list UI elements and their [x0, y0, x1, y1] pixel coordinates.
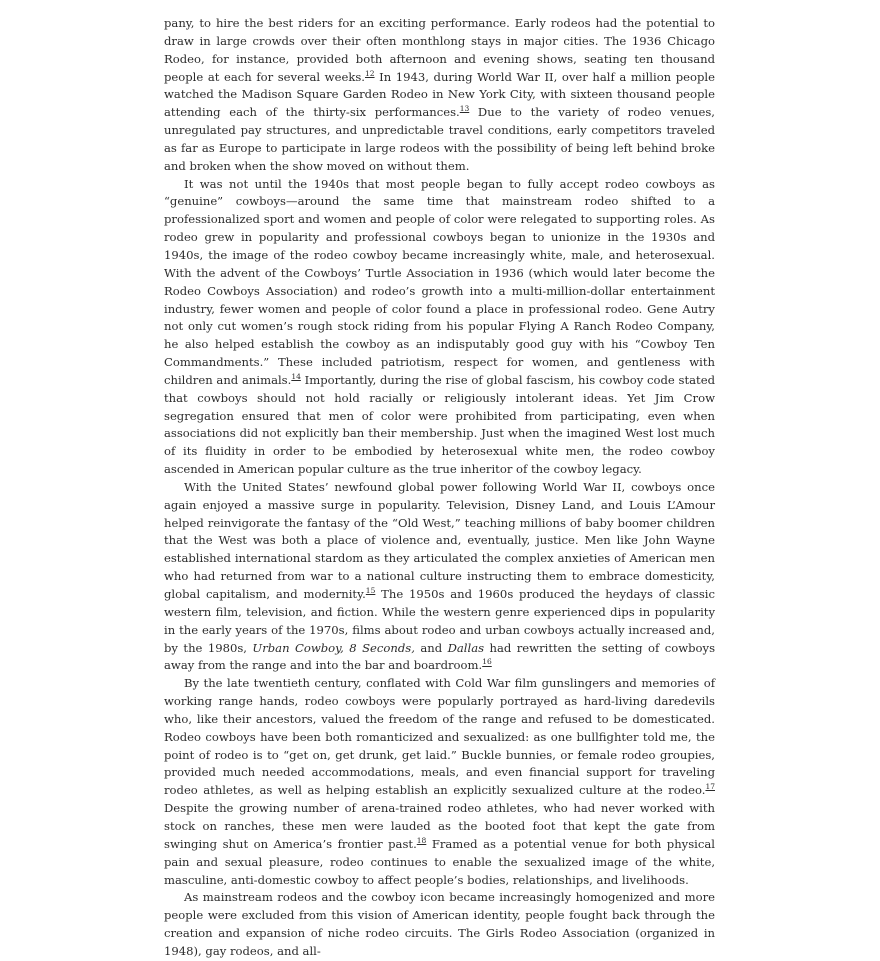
text-run: had rewritten the setting of cowboys away from the range and into the bar and boardroom. [164, 640, 716, 673]
text-run: With the United States’ newfound global power following World War II, cowboys once again enjoyed a massive surge in popularity. Television, Disney Land, and Louis L’Amour helped reinvigorate the fantasy of the “Old West,” teaching millions of baby boomer children that the West was both a place of violence and, eventually, justice. Men like John Wayne established international stardom as they articulated the complex anxieties of American men who had returned from war to a national culture instructing them to embrace domesticity, global capitalism, and modernity. [164, 479, 715, 601]
text-run: and [414, 640, 448, 655]
text-run: By the late twentieth century, conflated with Cold War film gunslingers and memories of working range hands, rodeo cowboys were popularly portrayed as hard-living daredevils who, like their ancestors, valued the freedom of the range and refused to be domesticated. Rodeo cowboys have been both romanticized and sexualized: as one bullfighter told me, the point of rodeo is to “get on, get drunk, get laid.” Buckle bunnies, or female rodeo groupies, provided much needed accommodations, meals, and even financial support for traveling rodeo athletes, as well as helping establish an explicitly sexualized culture at the rodeo. [164, 676, 715, 798]
text-run: In 1943, during World War II, over half a million people watched the Madison Square Garden Rodeo in New York City, with sixteen thousand people attending each of the thirty-six performances. [164, 69, 715, 120]
text-run: pany, to hire the best riders for an exciting performance. Early rodeos had the potential to draw in large crowds over their often monthlong stays in major cities. The 1936 Chicago Rodeo, for instance, provided both afternoon and evening shows, seating ten thousand people at each for several weeks. [164, 16, 715, 84]
text-run: Due to the variety of rodeo venues, unregulated pay structures, and unpredictable travel conditions, early competitors traveled as far as Europe to participate in large rodeos with the possibility of being left behind broke and broken when the show moved on without them. [164, 105, 715, 173]
text-run: The 1950s and 1960s produced the heydays of classic western film, television, and fiction. While the western genre experienced dips in popularity in the early years of the 1970s, films about rodeo and urban cowboys actually increased and, by the 1980s, [164, 587, 715, 655]
paragraph [164, 176, 715, 479]
footnote-ref[interactable]: 13 [459, 104, 470, 114]
book-page-body [164, 15, 715, 961]
footnote-ref[interactable]: 18 [416, 835, 427, 845]
footnote-ref[interactable]: 14 [291, 372, 301, 382]
text-run: As mainstream rodeos and the cowboy icon became increasingly homogenized and more people were excluded from this vision of American identity, people fought back through the creation and expansion of niche rodeo circuits. The Girls Rodeo Association (organized in 1948), gay rodeos, and all- [164, 890, 715, 958]
text-run: Despite the growing number of arena-trained rodeo athletes, who had never worked with stock on ranches, these men were lauded as the booted foot that kept the gate from swinging shut on America’s frontier past. [164, 801, 715, 851]
footnote-ref[interactable]: 12 [365, 68, 375, 78]
italic-title: Dallas [447, 640, 485, 655]
paragraph [164, 479, 715, 675]
italic-title: Urban Cowboy, 8 Seconds, [252, 640, 415, 655]
footnote-ref[interactable]: 17 [705, 782, 715, 792]
footnote-ref[interactable]: 16 [482, 657, 492, 667]
paragraph [164, 889, 715, 960]
text-run: Importantly, during the rise of global fascism, his cowboy code stated that cowboys should not hold racially or religiously intolerant ideas. Yet Jim Crow segregation ensured that men of color were prohibited from participating, even when associations did not explicitly ban their membership. Just when the imagined West lost much of its fluidity in order to be embodied by heterosexual white men, the rodeo cowboy ascended in American popular culture as the true inheritor of the cowboy legacy. [164, 372, 715, 477]
paragraph [164, 675, 715, 889]
footnote-ref[interactable]: 15 [365, 586, 376, 596]
paragraph [164, 15, 715, 176]
text-run: It was not until the 1940s that most people began to fully accept rodeo cowboys as “genuine” cowboys—around the same time that mainstream rodeo shifted to a professionalized sport and women and people of color were relegated to supporting roles. As rodeo grew in popularity and professional cowboys began to unionize in the 1930s and 1940s, the image of the rodeo cowboy became increasingly white, male, and heterosexual. With the advent of the Cowboys’ Turtle Association in 1936 (which would later become the Rodeo Cowboys Association) and rodeo’s growth into a multi-million-dollar entertainment industry, fewer women and people of color found a place in professional rodeo. Gene Autry not only cut women’s rough stock riding from his popular Flying A Ranch Rodeo Company, he also helped establish the cowboy as an indisputably good guy with his “Cowboy Ten Commandments.” These included patriotism, respect for women, and gentleness with children and animals. [164, 176, 715, 387]
text-run: Framed as a potential venue for both physical pain and sexual pleasure, rodeo continues to enable the sexualized image of the white, masculine, anti-domestic cowboy to affect people’s bodies, relationships, and livelihoods. [164, 836, 715, 887]
